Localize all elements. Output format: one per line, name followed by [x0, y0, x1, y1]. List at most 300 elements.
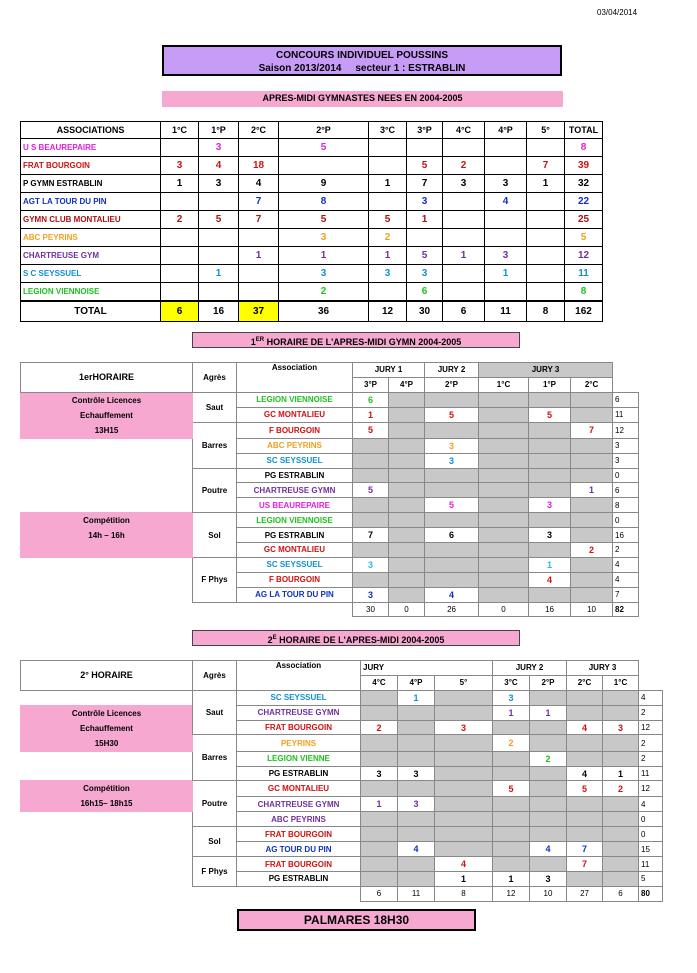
association-cell: PG ESTRABLIN [237, 468, 353, 483]
score-cell [398, 705, 435, 720]
score-cell [389, 422, 425, 438]
score-cell [479, 557, 529, 572]
palmares-box: PALMARES 18H30 [237, 909, 476, 931]
score-cell [571, 572, 613, 587]
col-header: 3°P [407, 122, 443, 139]
column-total: 12 [493, 886, 530, 901]
count-cell: 8 [565, 283, 603, 302]
row-total: 7 [613, 587, 639, 602]
table-row [21, 283, 603, 302]
sector: secteur 1 : ESTRABLIN [355, 63, 466, 74]
row-total: 11 [639, 857, 663, 872]
title-line1: CONCOURS INDIVIDUEL POUSSINS [275, 50, 449, 61]
count-cell: 3 [199, 175, 239, 193]
horaire2-banner-num: 2 [267, 635, 273, 645]
score-cell: 3 [353, 587, 389, 602]
score-cell [567, 690, 603, 705]
count-cell: 1 [485, 265, 527, 283]
apparatus-sol: Sol [193, 827, 237, 857]
score-cell [425, 557, 479, 572]
col-header: 4°C [443, 122, 485, 139]
score-cell [529, 483, 571, 498]
row-total: 4 [639, 796, 663, 812]
count-cell: 5 [407, 247, 443, 265]
total-cell: 30 [407, 301, 443, 322]
count-cell [443, 265, 485, 283]
count-cell: 3 [369, 265, 407, 283]
score-cell [361, 827, 398, 842]
sched-head-row [21, 661, 663, 676]
score-cell [493, 720, 530, 735]
score-cell: 4 [529, 572, 571, 587]
count-cell [527, 265, 565, 283]
association-cell: US BEAUREPAIRE [237, 498, 353, 513]
col-header: ASSOCIATIONS [21, 122, 161, 139]
score-cell: 7 [567, 857, 603, 872]
score-cell: 2 [493, 735, 530, 751]
count-cell [407, 139, 443, 157]
column-total: 16 [529, 602, 571, 617]
count-cell: 4 [485, 193, 527, 211]
score-cell: 3 [398, 766, 435, 781]
jury-label: JURY 1 [353, 363, 425, 378]
jury-label: JURY 3 [567, 661, 639, 676]
score-cell [435, 781, 493, 797]
count-cell: 1 [369, 175, 407, 193]
association-cell: GC MONTALIEU [237, 543, 353, 558]
score-cell: 3 [353, 557, 389, 572]
warmup-time: 15H30 [94, 738, 119, 748]
count-cell [527, 229, 565, 247]
association-name: U S BEAUREPAIRE [21, 139, 161, 157]
score-cell: 4 [567, 720, 603, 735]
association-cell: CHARTREUSE GYMN [237, 796, 361, 812]
score-cell: 4 [530, 842, 567, 857]
score-cell [353, 572, 389, 587]
count-cell: 5 [199, 211, 239, 229]
association-label: Association [237, 661, 361, 691]
table-row [21, 812, 663, 827]
subtitle-bar: APRES-MIDI GYMNASTES NEES EN 2004-2005 [162, 91, 563, 107]
score-cell: 3 [493, 690, 530, 705]
count-cell: 3 [279, 229, 369, 247]
table-row [21, 157, 603, 175]
score-cell [389, 438, 425, 453]
score-cell [571, 528, 613, 543]
association-name: LEGION VIENNOISE [21, 283, 161, 302]
apparatus-barres: Barres [193, 422, 237, 468]
score-cell: 1 [353, 407, 389, 422]
count-cell: 7 [407, 175, 443, 193]
count-cell [369, 157, 407, 175]
warmup-block [21, 705, 193, 751]
count-cell [161, 283, 199, 302]
count-cell [443, 211, 485, 229]
score-cell [361, 842, 398, 857]
category-label: 3°P [353, 377, 389, 392]
score-cell [361, 872, 398, 887]
count-cell: 3 [161, 157, 199, 175]
score-cell [603, 842, 639, 857]
count-cell: 11 [565, 265, 603, 283]
score-cell [479, 543, 529, 558]
score-cell: 2 [530, 751, 567, 766]
association-cell: AG TOUR DU PIN [237, 842, 361, 857]
horaire-label: 1erHORAIRE [21, 363, 193, 393]
count-cell: 3 [443, 175, 485, 193]
horaire-label: 2° HORAIRE [21, 661, 193, 691]
control-licences-label: Contrôle Licences [71, 708, 142, 718]
table-row [21, 247, 603, 265]
row-total: 5 [639, 872, 663, 887]
score-cell [567, 872, 603, 887]
spacer [639, 661, 663, 676]
score-cell [353, 438, 389, 453]
count-cell: 2 [279, 283, 369, 302]
column-total: 10 [530, 886, 567, 901]
category-label: 2°P [530, 675, 567, 690]
total-cell: 16 [199, 301, 239, 322]
count-cell [239, 283, 279, 302]
score-cell [571, 407, 613, 422]
count-cell: 4 [239, 175, 279, 193]
table-row [21, 751, 663, 766]
count-cell: 1 [443, 247, 485, 265]
count-cell: 12 [565, 247, 603, 265]
count-cell [369, 193, 407, 211]
grand-total: 82 [613, 602, 639, 617]
score-cell [493, 857, 530, 872]
total-cell: 12 [369, 301, 407, 322]
score-cell [479, 483, 529, 498]
season: Saison 2013/2014 [258, 63, 342, 74]
table-row [21, 392, 639, 407]
horaire1-banner-num: 1 [250, 337, 256, 347]
count-cell [239, 139, 279, 157]
score-cell [530, 827, 567, 842]
association-cell: PEYRINS [237, 735, 361, 751]
score-cell [479, 513, 529, 528]
count-cell: 3 [279, 265, 369, 283]
count-cell: 3 [485, 175, 527, 193]
score-cell [529, 453, 571, 468]
score-cell [603, 812, 639, 827]
warmup-label: Echauffement [80, 410, 133, 420]
count-cell [527, 247, 565, 265]
spacer [639, 675, 663, 690]
score-cell [389, 528, 425, 543]
score-cell [398, 827, 435, 842]
score-cell [493, 842, 530, 857]
row-total: 0 [613, 513, 639, 528]
warmup-block [21, 392, 193, 438]
score-cell [529, 543, 571, 558]
association-name: AGT LA TOUR DU PIN [21, 193, 161, 211]
totals-row [21, 602, 639, 617]
control-licences-label: Contrôle Licences [71, 395, 142, 405]
horaire2-banner [192, 630, 520, 646]
column-total: 30 [353, 602, 389, 617]
score-cell: 5 [425, 498, 479, 513]
association-cell: PG ESTRABLIN [237, 872, 361, 887]
score-cell [353, 543, 389, 558]
category-label: 1°C [479, 377, 529, 392]
count-cell: 3 [485, 247, 527, 265]
score-cell [389, 498, 425, 513]
score-cell [353, 513, 389, 528]
count-cell [443, 283, 485, 302]
blank-block [21, 751, 193, 781]
association-cell: FRAT BOURGOIN [237, 827, 361, 842]
count-cell [485, 139, 527, 157]
column-total: 6 [361, 886, 398, 901]
score-cell [530, 690, 567, 705]
score-cell: 3 [425, 438, 479, 453]
count-cell: 32 [565, 175, 603, 193]
score-cell [479, 468, 529, 483]
association-cell: SC SEYSSUEL [237, 557, 353, 572]
score-cell [479, 498, 529, 513]
score-cell [425, 513, 479, 528]
score-cell [530, 796, 567, 812]
category-label: 4°C [361, 675, 398, 690]
count-cell: 6 [407, 283, 443, 302]
score-cell [567, 796, 603, 812]
col-header: 2°P [279, 122, 369, 139]
score-cell [603, 796, 639, 812]
score-cell [603, 690, 639, 705]
total-cell: 8 [527, 301, 565, 322]
count-cell: 1 [369, 247, 407, 265]
score-cell [493, 796, 530, 812]
count-cell: 1 [161, 175, 199, 193]
association-cell: LEGION VIENNOISE [237, 392, 353, 407]
total-cell: 11 [485, 301, 527, 322]
apparatus-saut: Saut [193, 690, 237, 735]
col-header: 5° [527, 122, 565, 139]
count-cell: 7 [239, 193, 279, 211]
score-cell [567, 751, 603, 766]
score-cell [603, 705, 639, 720]
score-cell [493, 766, 530, 781]
score-cell [603, 827, 639, 842]
agres-label: Agrès [193, 661, 237, 691]
summary-table [20, 121, 603, 322]
score-cell [571, 513, 613, 528]
row-total: 15 [639, 842, 663, 857]
count-cell [485, 229, 527, 247]
table-row [21, 265, 603, 283]
score-cell: 4 [567, 766, 603, 781]
score-cell: 3 [529, 498, 571, 513]
score-cell: 3 [361, 766, 398, 781]
count-cell: 4 [199, 157, 239, 175]
association-cell: CHARTREUSE GYMN [237, 705, 361, 720]
row-total: 11 [613, 407, 639, 422]
score-cell [435, 812, 493, 827]
count-cell: 5 [279, 139, 369, 157]
association-label: Association [237, 363, 353, 393]
count-cell: 2 [161, 211, 199, 229]
apparatus-sol: Sol [193, 513, 237, 558]
total-cell: 36 [279, 301, 369, 322]
score-cell [571, 392, 613, 407]
count-cell: 1 [407, 211, 443, 229]
score-cell [530, 812, 567, 827]
table-row [21, 781, 663, 797]
total-row [21, 301, 603, 322]
table-row [21, 438, 639, 453]
score-cell [493, 827, 530, 842]
blank-block [21, 690, 193, 705]
jury-label: JURY 2 [425, 363, 479, 378]
association-name: FRAT BOURGOIN [21, 157, 161, 175]
score-cell [603, 735, 639, 751]
apparatus-poutre: Poutre [193, 781, 237, 827]
category-label: 3°C [493, 675, 530, 690]
row-total: 11 [639, 766, 663, 781]
score-cell [435, 751, 493, 766]
score-cell: 1 [603, 766, 639, 781]
competition-label: Compétition [83, 784, 130, 794]
association-cell: GC MONTALIEU [237, 781, 361, 797]
score-cell [530, 857, 567, 872]
agres-label: Agrès [193, 363, 237, 393]
count-cell: 18 [239, 157, 279, 175]
column-total: 6 [603, 886, 639, 901]
score-cell [361, 705, 398, 720]
table-row [21, 705, 663, 720]
score-cell [603, 872, 639, 887]
score-cell: 3 [603, 720, 639, 735]
score-cell: 5 [493, 781, 530, 797]
blank-block [21, 438, 193, 512]
count-cell: 5 [369, 211, 407, 229]
col-header: 2°C [239, 122, 279, 139]
horaire1-table [20, 362, 639, 617]
category-label: 1°C [603, 675, 639, 690]
count-cell: 1 [199, 265, 239, 283]
count-cell [279, 157, 369, 175]
score-cell: 1 [493, 705, 530, 720]
count-cell [161, 139, 199, 157]
score-cell: 5 [425, 407, 479, 422]
row-total: 4 [639, 690, 663, 705]
score-cell [567, 735, 603, 751]
column-total: 11 [398, 886, 435, 901]
score-cell: 5 [353, 422, 389, 438]
count-cell [407, 229, 443, 247]
row-total: 2 [639, 705, 663, 720]
score-cell: 1 [361, 796, 398, 812]
score-cell [435, 735, 493, 751]
score-cell [389, 453, 425, 468]
competition-block [21, 513, 193, 558]
score-cell [571, 438, 613, 453]
count-cell [199, 229, 239, 247]
row-total: 0 [613, 468, 639, 483]
association-cell: F BOURGOIN [237, 572, 353, 587]
column-total: 8 [435, 886, 493, 901]
count-cell: 1 [239, 247, 279, 265]
spacer [21, 602, 353, 617]
table-row [21, 193, 603, 211]
score-cell [389, 392, 425, 407]
association-name: S C SEYSSUEL [21, 265, 161, 283]
score-cell [435, 705, 493, 720]
grand-total: 80 [639, 886, 663, 901]
count-cell [527, 283, 565, 302]
score-cell [389, 483, 425, 498]
horaire1-banner-sup: ER [255, 337, 265, 343]
count-cell [369, 139, 407, 157]
score-cell: 5 [567, 781, 603, 797]
row-total: 3 [613, 453, 639, 468]
score-cell [493, 812, 530, 827]
score-cell [425, 422, 479, 438]
count-cell: 8 [565, 139, 603, 157]
score-cell [389, 468, 425, 483]
score-cell [493, 751, 530, 766]
association-cell: GC MONTALIEU [237, 407, 353, 422]
score-cell [530, 720, 567, 735]
association-name: ABC PEYRINS [21, 229, 161, 247]
total-cell: 162 [565, 301, 603, 322]
warmup-label: Echauffement [80, 723, 133, 733]
table-row [21, 139, 603, 157]
print-date: 03/04/2014 [597, 8, 638, 17]
count-cell [527, 211, 565, 229]
score-cell: 5 [353, 483, 389, 498]
score-cell [425, 392, 479, 407]
score-cell: 3 [425, 453, 479, 468]
count-cell: 7 [527, 157, 565, 175]
jury-label: JURY 2 [493, 661, 567, 676]
category-label: 2°P [425, 377, 479, 392]
score-cell [529, 587, 571, 602]
score-cell [479, 587, 529, 602]
score-cell: 3 [529, 528, 571, 543]
score-cell [361, 812, 398, 827]
score-cell: 3 [530, 872, 567, 887]
association-cell: PG ESTRABLIN [237, 528, 353, 543]
count-cell [199, 247, 239, 265]
count-cell: 5 [279, 211, 369, 229]
count-cell: 5 [565, 229, 603, 247]
score-cell [389, 543, 425, 558]
score-cell: 3 [435, 720, 493, 735]
count-cell [161, 247, 199, 265]
row-total: 12 [639, 781, 663, 797]
count-cell [527, 193, 565, 211]
score-cell [361, 751, 398, 766]
score-cell [479, 528, 529, 543]
score-cell [529, 513, 571, 528]
score-cell [361, 735, 398, 751]
count-cell [527, 139, 565, 157]
count-cell [199, 193, 239, 211]
score-cell [571, 468, 613, 483]
score-cell [425, 572, 479, 587]
column-total: 0 [389, 602, 425, 617]
score-cell: 7 [567, 842, 603, 857]
category-label: 2°C [567, 675, 603, 690]
count-cell: 9 [279, 175, 369, 193]
competition-label: Compétition [83, 516, 130, 526]
score-cell [389, 513, 425, 528]
association-cell: LEGION VIENNOISE [237, 513, 353, 528]
score-cell [398, 751, 435, 766]
